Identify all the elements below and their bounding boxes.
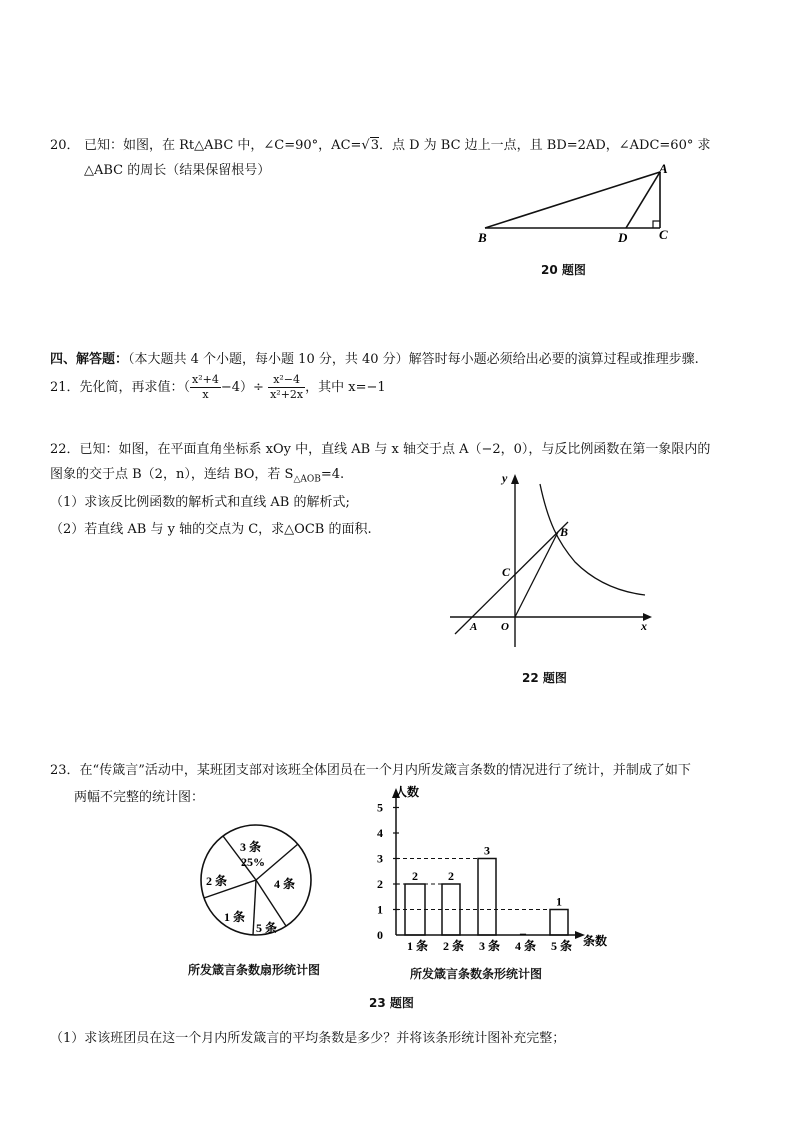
y-tick-label-1: 1 bbox=[377, 902, 383, 917]
missing-bar-mark-4: _ bbox=[520, 922, 526, 936]
q20-sqrt-sign: √ bbox=[361, 138, 370, 153]
q20-line1-a: 已知：如图，在 Rt△ABC 中，∠C=90°，AC= bbox=[84, 138, 362, 153]
q22-y-arrow bbox=[511, 474, 519, 484]
q22-hyperbola bbox=[540, 484, 645, 595]
q23-text-line2: 两幅不完整的统计图： bbox=[74, 790, 205, 805]
q23-part1: （1）求该班团员在这一个月内所发箴言的平均条数是多少？并将该条形统计图补充完整； bbox=[50, 1031, 566, 1046]
y-tick-label-3: 3 bbox=[377, 851, 383, 866]
y-tick-label-2: 2 bbox=[377, 877, 383, 891]
bar-value-label-2: 2 bbox=[448, 869, 454, 883]
bar-1 bbox=[405, 884, 425, 935]
pie-label-1: 1 条 bbox=[224, 910, 246, 924]
bar-value-label-5: 1 bbox=[556, 894, 562, 909]
q20-line1-b: ．点 D 为 BC 边上一点，且 BD=2AD，∠ADC=60° 求 bbox=[378, 138, 711, 153]
bar-2 bbox=[442, 884, 460, 935]
pie-label-4: 4 条 bbox=[274, 877, 296, 891]
bar-value-label-3: 3 bbox=[484, 843, 490, 858]
q20-number: 20． bbox=[50, 138, 80, 153]
q22-seg-OB bbox=[515, 532, 558, 617]
q21-fraction-2 bbox=[268, 373, 305, 402]
q20-label-D: D bbox=[618, 230, 628, 245]
q23-caption: 23 题图 bbox=[369, 996, 414, 1010]
bar-value-label-1: 2 bbox=[412, 869, 418, 883]
q21-prefix: 21．先化简，再求值：（ bbox=[50, 380, 191, 395]
q22-caption: 22 题图 bbox=[522, 671, 567, 685]
bar-3 bbox=[478, 859, 496, 936]
bar-5 bbox=[550, 910, 568, 936]
x-tick-label-2: 2 条 bbox=[443, 939, 465, 953]
q22-text-line1: 22．已知：如图，在平面直角坐标系 xOy 中，直线 AB 与 x 轴交于点 A（−2，0），与反比例函数在第一象限内的 bbox=[50, 442, 711, 457]
q20-figure bbox=[470, 160, 690, 250]
section4-title: 四、解答题： bbox=[50, 352, 129, 367]
q21-fraction-1 bbox=[190, 373, 221, 402]
q23-pie-chart bbox=[198, 818, 318, 948]
q21-frac1-den: x bbox=[202, 388, 209, 401]
q21-suffix: ，其中 x=−1 bbox=[305, 380, 386, 395]
q22-label-A: A bbox=[470, 621, 478, 633]
q21-frac2-num: x²−4 bbox=[268, 373, 305, 388]
q22-label-x: x bbox=[641, 619, 647, 633]
x-tick-label-5: 5 条 bbox=[551, 939, 573, 953]
q20-text-line2: △ABC 的周长（结果保留根号） bbox=[84, 163, 271, 178]
q22-part2: （2）若直线 AB 与 y 轴的交点为 C，求△OCB 的面积. bbox=[50, 522, 372, 537]
section4-desc: （本大题共 4 个小题，每小题 10 分，共 40 分）解答时每小题必须给出必要的演算过程或推理步骤. bbox=[128, 352, 699, 367]
q22-label-O: O bbox=[501, 621, 509, 633]
q21-frac2-den: x²+2x bbox=[270, 388, 304, 401]
pie-label-3: 3 条 bbox=[240, 840, 262, 854]
y-tick-label-0: 0 bbox=[377, 928, 383, 942]
q23-bar-caption: 所发箴言条数条形统计图 bbox=[410, 967, 543, 981]
x-tick-label-1: 1 条 bbox=[407, 939, 429, 953]
q22-part1: （1）求该反比例函数的解析式和直线 AB 的解析式; bbox=[50, 495, 350, 510]
q23-pie-caption: 所发箴言条数扇形统计图 bbox=[188, 963, 321, 977]
pie-label-3-pct: 25% bbox=[241, 855, 265, 869]
section4-heading bbox=[50, 352, 699, 368]
q22-figure bbox=[440, 462, 660, 652]
q21-frac1-num: x²+4 bbox=[192, 373, 219, 386]
y-tick-label-5: 5 bbox=[377, 800, 383, 815]
q20-seg-AD bbox=[626, 172, 660, 228]
q22-label-y: y bbox=[502, 471, 508, 485]
q20-label-A: A bbox=[659, 161, 668, 176]
bar-y-label: 人数 bbox=[395, 785, 420, 799]
y-tick-label-4: 4 bbox=[377, 826, 383, 840]
pie-label-2: 2 条 bbox=[206, 874, 228, 888]
q20-seg-AB bbox=[485, 172, 660, 228]
q20-caption: 20 题图 bbox=[541, 263, 586, 277]
q20-label-B: B bbox=[478, 230, 487, 245]
q22-label-C: C bbox=[502, 565, 511, 579]
q23-text-line1: 23．在“传箴言”活动中，某班团支部对该班全体团员在一个月内所发箴言条数的情况进行了统计，并制成了如下 bbox=[50, 763, 691, 778]
q23-bar-chart bbox=[365, 780, 625, 960]
x-tick-label-4: 4 条 bbox=[515, 939, 537, 953]
q22-line2-sub: △AOB bbox=[293, 474, 321, 485]
bar-x-label: 条数 bbox=[583, 934, 608, 948]
q21-mid: −4）÷ bbox=[220, 380, 264, 395]
pie-label-5: 5 条 bbox=[256, 921, 278, 935]
q20-label-C: C bbox=[659, 227, 668, 242]
q21-text bbox=[50, 368, 386, 408]
q22-text-line2 bbox=[50, 467, 344, 488]
q20-text-line1 bbox=[84, 138, 710, 154]
q22-line2-a: 图象的交于点 B（2，n），连结 BO，若 S bbox=[50, 467, 294, 482]
x-tick-label-3: 3 条 bbox=[479, 939, 501, 953]
q22-line2-b: =4. bbox=[320, 467, 345, 482]
q20-sqrt-arg: 3 bbox=[370, 138, 379, 153]
q22-label-B: B bbox=[560, 525, 569, 539]
